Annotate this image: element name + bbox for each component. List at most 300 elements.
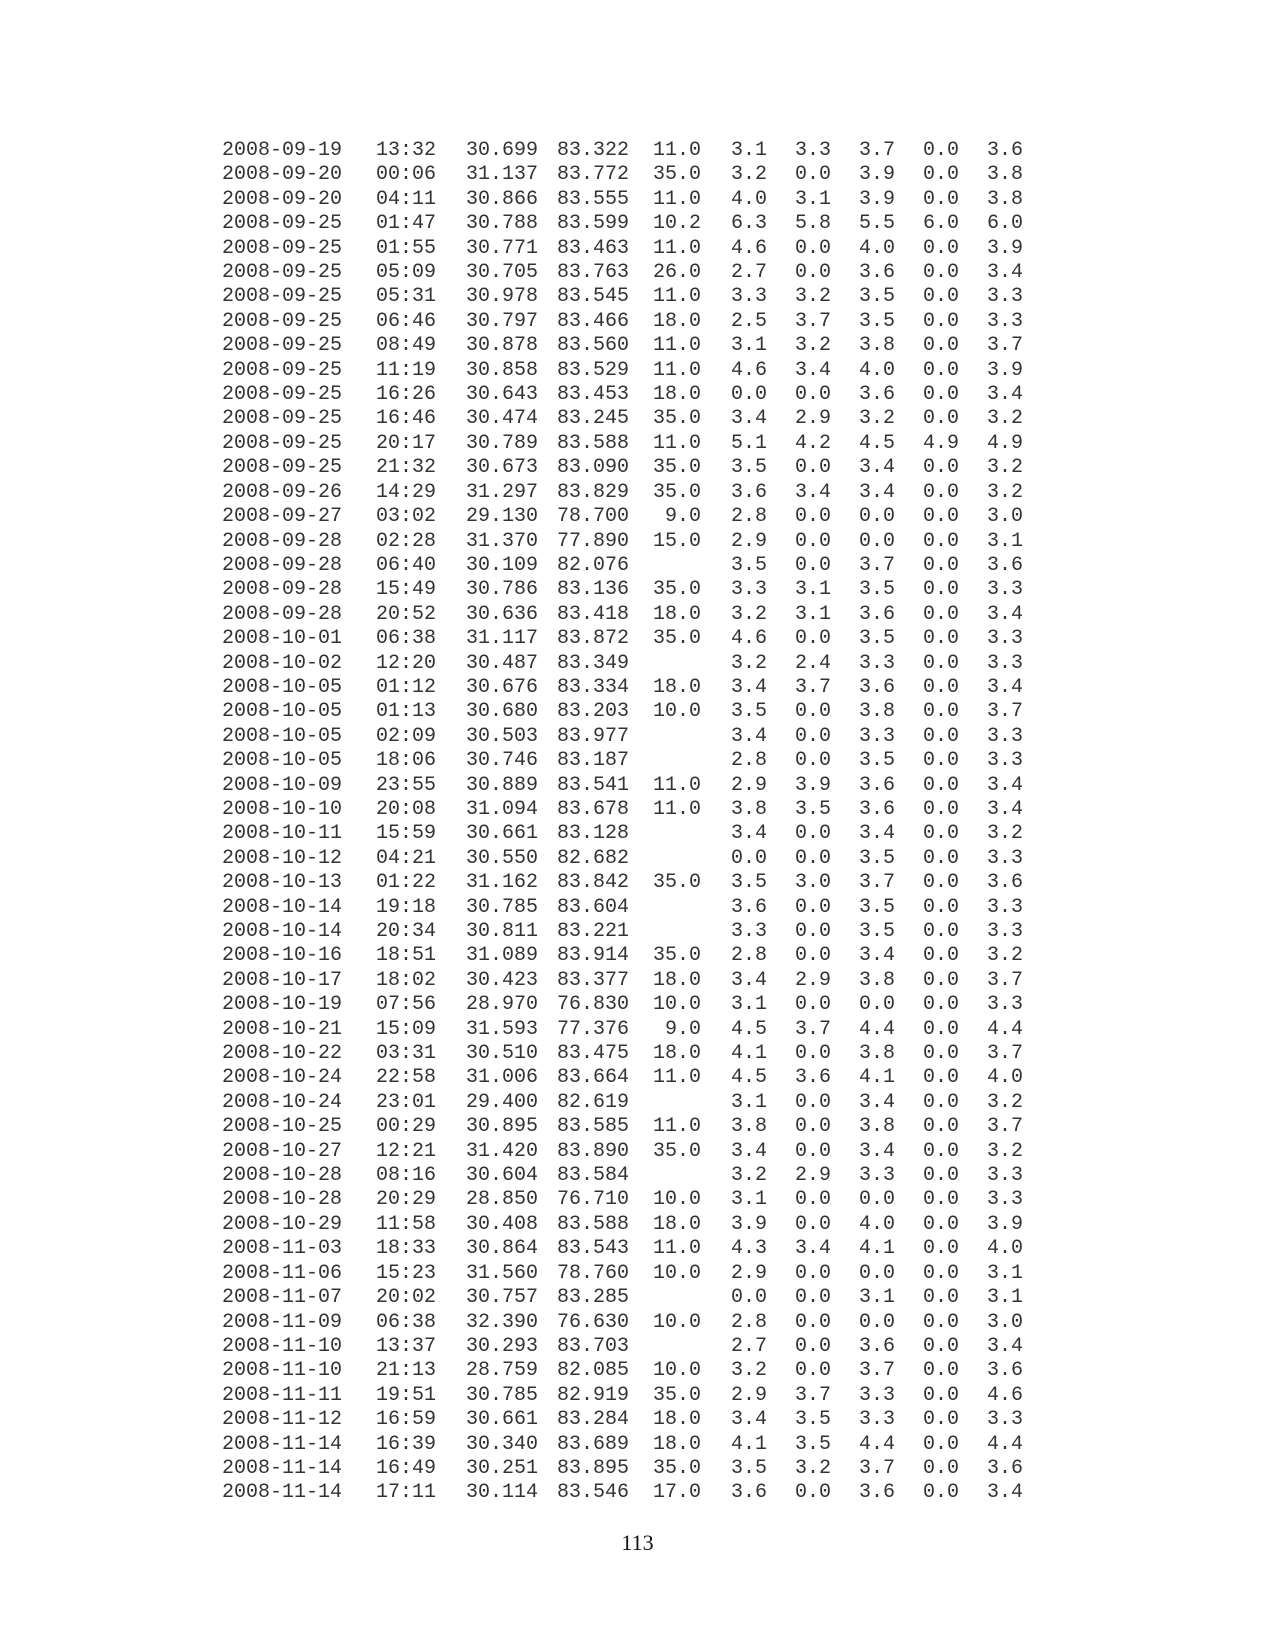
table-cell: 0.0: [795, 1481, 832, 1505]
table-cell: 0.0: [795, 895, 832, 919]
table-cell: 4.2: [795, 431, 832, 455]
table-cell: 3.9: [987, 358, 1024, 382]
table-cell: 31.094: [466, 797, 539, 821]
table-cell: 0.0: [795, 993, 832, 1017]
table-cell: 2008-10-05: [222, 700, 343, 724]
table-cell: 2.9: [731, 773, 768, 797]
table-cell: 2008-10-12: [222, 846, 343, 870]
table-cell: 3.2: [731, 163, 768, 187]
table-cell: 01:12: [376, 675, 437, 699]
table-row: [222, 530, 1037, 554]
table-cell: 3.8: [731, 1115, 768, 1139]
table-cell: 11.0: [652, 187, 701, 211]
table-cell: 3.4: [731, 1408, 768, 1432]
table-cell: 30.661: [466, 1408, 539, 1432]
table-cell: 83.588: [557, 1212, 630, 1236]
table-cell: 3.6: [987, 1456, 1024, 1480]
table-cell: 35.0: [652, 163, 701, 187]
table-cell: 82.085: [557, 1359, 630, 1383]
table-cell: 18.0: [652, 1408, 701, 1432]
table-cell: 3.5: [795, 797, 832, 821]
table-cell: 15.0: [652, 529, 701, 553]
table-cell: 11:58: [376, 1212, 437, 1236]
table-row: [222, 432, 1037, 456]
table-cell: 16:26: [376, 383, 437, 407]
table-cell: 0.0: [923, 163, 960, 187]
table-cell: 35.0: [652, 1383, 701, 1407]
table-cell: 01:47: [376, 212, 437, 236]
table-cell: 2008-10-22: [222, 1042, 343, 1066]
table-cell: 16:39: [376, 1432, 437, 1456]
table-cell: 30.487: [466, 651, 539, 675]
table-cell: 3.7: [987, 1042, 1024, 1066]
table-cell: 30.786: [466, 578, 539, 602]
table-cell: 2008-10-28: [222, 1188, 343, 1212]
table-cell: 0.0: [795, 1286, 832, 1310]
table-cell: 0.0: [923, 1310, 960, 1334]
table-cell: 4.6: [731, 627, 768, 651]
table-cell: 31.137: [466, 163, 539, 187]
table-cell: 31.089: [466, 944, 539, 968]
table-cell: 2008-10-28: [222, 1164, 343, 1188]
table-cell: 0.0: [731, 1286, 768, 1310]
table-cell: 3.8: [859, 1115, 896, 1139]
table-cell: 0.0: [923, 1383, 960, 1407]
table-cell: 3.8: [987, 163, 1024, 187]
table-cell: 83.349: [557, 651, 630, 675]
table-row: [222, 1091, 1037, 1115]
table-cell: 2008-10-11: [222, 822, 343, 846]
table-cell: 2008-11-06: [222, 1261, 343, 1285]
table-cell: 3.2: [795, 285, 832, 309]
table-cell: 19:18: [376, 895, 437, 919]
table-cell: 5.8: [795, 212, 832, 236]
table-cell: 0.0: [923, 1139, 960, 1163]
table-cell: 2008-10-05: [222, 675, 343, 699]
table-cell: 21:13: [376, 1359, 437, 1383]
table-cell: 0.0: [795, 1188, 832, 1212]
table-cell: 11.0: [652, 431, 701, 455]
table-cell: 0.0: [859, 529, 896, 553]
table-cell: 3.4: [731, 1139, 768, 1163]
table-cell: 0.0: [795, 1310, 832, 1334]
table-cell: 10.0: [652, 1188, 701, 1212]
table-cell: 4.5: [731, 1017, 768, 1041]
table-cell: 2008-09-25: [222, 236, 343, 260]
table-cell: 0.0: [923, 1334, 960, 1358]
table-cell: 3.2: [987, 944, 1024, 968]
table-cell: 0.0: [923, 1164, 960, 1188]
table-row: [222, 896, 1037, 920]
table-cell: 3.5: [859, 846, 896, 870]
table-cell: 83.285: [557, 1286, 630, 1310]
table-row: [222, 1042, 1037, 1066]
table-cell: 20:02: [376, 1286, 437, 1310]
table-cell: 30.858: [466, 358, 539, 382]
table-row: [222, 700, 1037, 724]
table-cell: 4.6: [731, 236, 768, 260]
table-row: [222, 725, 1037, 749]
table-cell: 20:34: [376, 920, 437, 943]
table-cell: 3.3: [987, 1188, 1024, 1212]
table-cell: 12:21: [376, 1139, 437, 1163]
table-cell: 0.0: [923, 846, 960, 870]
table-cell: 20:52: [376, 602, 437, 626]
table-cell: 2008-09-19: [222, 139, 343, 162]
table-cell: 0.0: [923, 602, 960, 626]
table-cell: 0.0: [795, 724, 832, 748]
table-cell: 0.0: [923, 797, 960, 821]
table-cell: 4.6: [731, 358, 768, 382]
table-cell: 30.408: [466, 1212, 539, 1236]
table-cell: 06:46: [376, 309, 437, 333]
table-cell: 3.3: [859, 1408, 896, 1432]
table-cell: 3.2: [987, 456, 1024, 480]
table-cell: 3.4: [987, 1481, 1024, 1505]
table-cell: 35.0: [652, 480, 701, 504]
table-row: [222, 212, 1037, 236]
table-cell: 0.0: [923, 944, 960, 968]
table-cell: 0.0: [923, 480, 960, 504]
table-cell: 83.585: [557, 1115, 630, 1139]
table-cell: 3.1: [731, 139, 768, 162]
table-cell: 83.377: [557, 968, 630, 992]
table-cell: 3.1: [795, 187, 832, 211]
table-cell: 3.2: [987, 1139, 1024, 1163]
table-cell: 21:32: [376, 456, 437, 480]
table-cell: 3.8: [731, 797, 768, 821]
table-cell: 4.5: [859, 431, 896, 455]
table-cell: 32.390: [466, 1310, 539, 1334]
table-cell: 3.4: [859, 944, 896, 968]
table-cell: 11.0: [652, 285, 701, 309]
table-cell: 30.864: [466, 1237, 539, 1261]
table-cell: 83.466: [557, 309, 630, 333]
table-cell: 2008-10-13: [222, 871, 343, 895]
table-cell: 23:55: [376, 773, 437, 797]
table-row: [222, 652, 1037, 676]
table-cell: 3.6: [859, 602, 896, 626]
table-cell: [641, 725, 731, 749]
table-cell: 01:55: [376, 236, 437, 260]
table-row: [222, 383, 1037, 407]
table-cell: 2008-09-25: [222, 261, 343, 285]
table-cell: 35.0: [652, 627, 701, 651]
table-cell: 2008-09-25: [222, 309, 343, 333]
table-cell: 0.0: [795, 1115, 832, 1139]
table-cell: 3.9: [859, 187, 896, 211]
table-row: [222, 774, 1037, 798]
table-row: [222, 554, 1037, 578]
table-cell: 2008-11-11: [222, 1383, 343, 1407]
table-row: [222, 285, 1037, 309]
table-cell: 18.0: [652, 602, 701, 626]
table-row: [222, 822, 1037, 846]
table-cell: 3.7: [859, 1456, 896, 1480]
table-cell: 83.203: [557, 700, 630, 724]
table-cell: 3.4: [987, 1334, 1024, 1358]
table-cell: 17.0: [652, 1481, 701, 1505]
table-cell: 30.423: [466, 968, 539, 992]
table-cell: 3.3: [731, 285, 768, 309]
table-cell: 2.4: [795, 651, 832, 675]
table-cell: 83.829: [557, 480, 630, 504]
table-cell: [641, 554, 731, 578]
table-cell: 2.8: [731, 749, 768, 773]
table-cell: 08:49: [376, 334, 437, 358]
earthquake-data-table: [222, 139, 1037, 1506]
table-cell: 01:22: [376, 871, 437, 895]
table-cell: 15:49: [376, 578, 437, 602]
table-cell: 3.7: [795, 675, 832, 699]
table-cell: 0.0: [923, 651, 960, 675]
table-cell: 0.0: [923, 529, 960, 553]
table-cell: 3.4: [987, 773, 1024, 797]
table-cell: 04:11: [376, 187, 437, 211]
table-cell: 3.4: [987, 675, 1024, 699]
table-cell: 3.6: [987, 139, 1024, 162]
table-cell: 83.895: [557, 1456, 630, 1480]
table-cell: 3.3: [987, 1164, 1024, 1188]
table-cell: 83.763: [557, 261, 630, 285]
table-cell: 83.890: [557, 1139, 630, 1163]
table-cell: 0.0: [795, 749, 832, 773]
table-cell: 9.0: [664, 1017, 701, 1041]
table-cell: 2008-10-10: [222, 797, 343, 821]
table-cell: 77.890: [557, 529, 630, 553]
table-row: [222, 1335, 1037, 1359]
table-row: [222, 1115, 1037, 1139]
table-cell: 3.5: [731, 456, 768, 480]
table-cell: 11.0: [652, 334, 701, 358]
table-cell: 0.0: [923, 1212, 960, 1236]
table-cell: 2008-11-14: [222, 1456, 343, 1480]
table-cell: 0.0: [795, 627, 832, 651]
table-cell: 35.0: [652, 1456, 701, 1480]
table-cell: 4.3: [731, 1237, 768, 1261]
table-cell: 2.7: [731, 1334, 768, 1358]
table-cell: 3.8: [859, 334, 896, 358]
table-cell: 3.4: [795, 1237, 832, 1261]
table-cell: 3.2: [859, 407, 896, 431]
table-cell: 2008-09-28: [222, 553, 343, 577]
table-cell: 2008-09-25: [222, 212, 343, 236]
table-cell: 28.970: [466, 993, 539, 1017]
table-cell: 83.678: [557, 797, 630, 821]
table-cell: 3.7: [795, 1017, 832, 1041]
table-cell: 83.588: [557, 431, 630, 455]
table-row: [222, 261, 1037, 285]
table-cell: 22:58: [376, 1066, 437, 1090]
table-cell: 0.0: [923, 285, 960, 309]
table-cell: 3.4: [731, 675, 768, 699]
table-cell: 2.8: [731, 944, 768, 968]
table-cell: 3.4: [731, 407, 768, 431]
table-cell: 3.3: [987, 309, 1024, 333]
table-cell: [641, 822, 731, 846]
table-cell: 30.978: [466, 285, 539, 309]
table-row: [222, 1066, 1037, 1090]
table-cell: 2008-11-10: [222, 1359, 343, 1383]
table-cell: 30.676: [466, 675, 539, 699]
table-cell: 4.0: [987, 1237, 1024, 1261]
table-cell: 10.0: [652, 1359, 701, 1383]
table-cell: 3.0: [987, 505, 1024, 529]
table-cell: 30.789: [466, 431, 539, 455]
table-row: [222, 188, 1037, 212]
table-cell: 3.6: [859, 1481, 896, 1505]
table-cell: 30.705: [466, 261, 539, 285]
table-cell: 4.4: [859, 1017, 896, 1041]
table-cell: 83.541: [557, 773, 630, 797]
table-cell: 0.0: [923, 236, 960, 260]
table-cell: 0.0: [859, 993, 896, 1017]
table-cell: 10.0: [652, 700, 701, 724]
table-cell: 4.1: [731, 1432, 768, 1456]
table-cell: 3.9: [859, 163, 896, 187]
table-row: [222, 798, 1037, 822]
table-cell: 2.8: [731, 1310, 768, 1334]
table-cell: 2008-09-25: [222, 407, 343, 431]
table-cell: 3.3: [987, 724, 1024, 748]
table-cell: 11.0: [652, 1115, 701, 1139]
table-cell: 2008-09-20: [222, 187, 343, 211]
table-cell: 0.0: [923, 1408, 960, 1432]
table-cell: 4.0: [859, 1212, 896, 1236]
table-row: [222, 1237, 1037, 1261]
table-cell: 6.0: [923, 212, 960, 236]
table-cell: 30.661: [466, 822, 539, 846]
table-cell: 83.842: [557, 871, 630, 895]
table-cell: 2008-09-25: [222, 358, 343, 382]
table-cell: 83.689: [557, 1432, 630, 1456]
table-row: [222, 1433, 1037, 1457]
table-cell: 3.3: [859, 1383, 896, 1407]
table-cell: 04:21: [376, 846, 437, 870]
table-cell: 3.8: [987, 187, 1024, 211]
table-cell: 3.0: [795, 871, 832, 895]
table-cell: 0.0: [795, 1334, 832, 1358]
table-cell: 83.418: [557, 602, 630, 626]
table-cell: 0.0: [923, 822, 960, 846]
table-cell: 3.6: [987, 871, 1024, 895]
table-cell: 3.5: [859, 578, 896, 602]
table-cell: 0.0: [923, 920, 960, 943]
table-cell: 3.5: [795, 1432, 832, 1456]
table-cell: 4.1: [859, 1237, 896, 1261]
table-cell: 3.2: [987, 480, 1024, 504]
table-cell: 3.3: [859, 724, 896, 748]
table-cell: 15:23: [376, 1261, 437, 1285]
table-cell: 3.4: [987, 383, 1024, 407]
table-row: [222, 163, 1037, 187]
table-cell: 0.0: [795, 1212, 832, 1236]
table-cell: 30.673: [466, 456, 539, 480]
table-cell: 3.5: [731, 871, 768, 895]
table-cell: 83.545: [557, 285, 630, 309]
table-cell: 3.8: [859, 700, 896, 724]
table-cell: 3.7: [987, 334, 1024, 358]
table-cell: 30.699: [466, 139, 539, 162]
table-cell: 2008-10-21: [222, 1017, 343, 1041]
table-cell: 11.0: [652, 1237, 701, 1261]
table-cell: 0.0: [795, 1090, 832, 1114]
table-cell: 0.0: [795, 163, 832, 187]
table-cell: 30.895: [466, 1115, 539, 1139]
table-row: [222, 359, 1037, 383]
table-cell: 0.0: [923, 1359, 960, 1383]
table-cell: 31.420: [466, 1139, 539, 1163]
table-cell: 0.0: [795, 1359, 832, 1383]
table-cell: 3.4: [859, 1090, 896, 1114]
table-cell: 18:33: [376, 1237, 437, 1261]
table-cell: 3.2: [987, 1090, 1024, 1114]
table-cell: 02:09: [376, 724, 437, 748]
table-cell: 05:31: [376, 285, 437, 309]
table-cell: 3.4: [859, 822, 896, 846]
table-row: [222, 920, 1037, 944]
table-cell: 4.0: [987, 1066, 1024, 1090]
table-cell: 03:31: [376, 1042, 437, 1066]
table-cell: 35.0: [652, 1139, 701, 1163]
table-cell: 20:17: [376, 431, 437, 455]
table-row: [222, 847, 1037, 871]
table-cell: 2008-10-16: [222, 944, 343, 968]
table-cell: 3.9: [795, 773, 832, 797]
table-cell: 3.1: [987, 1286, 1024, 1310]
table-cell: 31.162: [466, 871, 539, 895]
table-cell: 83.090: [557, 456, 630, 480]
table-cell: 78.760: [557, 1261, 630, 1285]
table-cell: 0.0: [923, 139, 960, 162]
table-cell: 16:46: [376, 407, 437, 431]
table-cell: 3.3: [987, 895, 1024, 919]
table-cell: 16:59: [376, 1408, 437, 1432]
table-cell: 3.3: [987, 749, 1024, 773]
table-cell: 30.293: [466, 1334, 539, 1358]
table-cell: 3.2: [731, 651, 768, 675]
table-cell: 29.130: [466, 505, 539, 529]
table-cell: 3.5: [859, 309, 896, 333]
table-row: [222, 481, 1037, 505]
table-cell: 30.811: [466, 920, 539, 943]
table-cell: 31.297: [466, 480, 539, 504]
table-cell: 3.2: [987, 822, 1024, 846]
table-cell: 35.0: [652, 871, 701, 895]
table-cell: 0.0: [923, 627, 960, 651]
table-cell: 83.128: [557, 822, 630, 846]
table-cell: 2008-09-28: [222, 578, 343, 602]
table-cell: 83.546: [557, 1481, 630, 1505]
table-row: [222, 1164, 1037, 1188]
table-cell: 9.0: [664, 505, 701, 529]
table-cell: 10.2: [652, 212, 701, 236]
table-cell: 83.529: [557, 358, 630, 382]
table-cell: 0.0: [923, 1115, 960, 1139]
table-cell: 03:02: [376, 505, 437, 529]
table-cell: 18.0: [652, 383, 701, 407]
table-cell: 2008-09-25: [222, 285, 343, 309]
table-cell: 3.1: [731, 1090, 768, 1114]
table-cell: 0.0: [923, 1261, 960, 1285]
table-cell: 18:06: [376, 749, 437, 773]
table-cell: 0.0: [859, 505, 896, 529]
table-cell: 0.0: [923, 993, 960, 1017]
table-cell: 3.2: [731, 1164, 768, 1188]
table-cell: 18.0: [652, 1042, 701, 1066]
table-cell: 3.3: [987, 285, 1024, 309]
table-cell: 2008-11-14: [222, 1481, 343, 1505]
